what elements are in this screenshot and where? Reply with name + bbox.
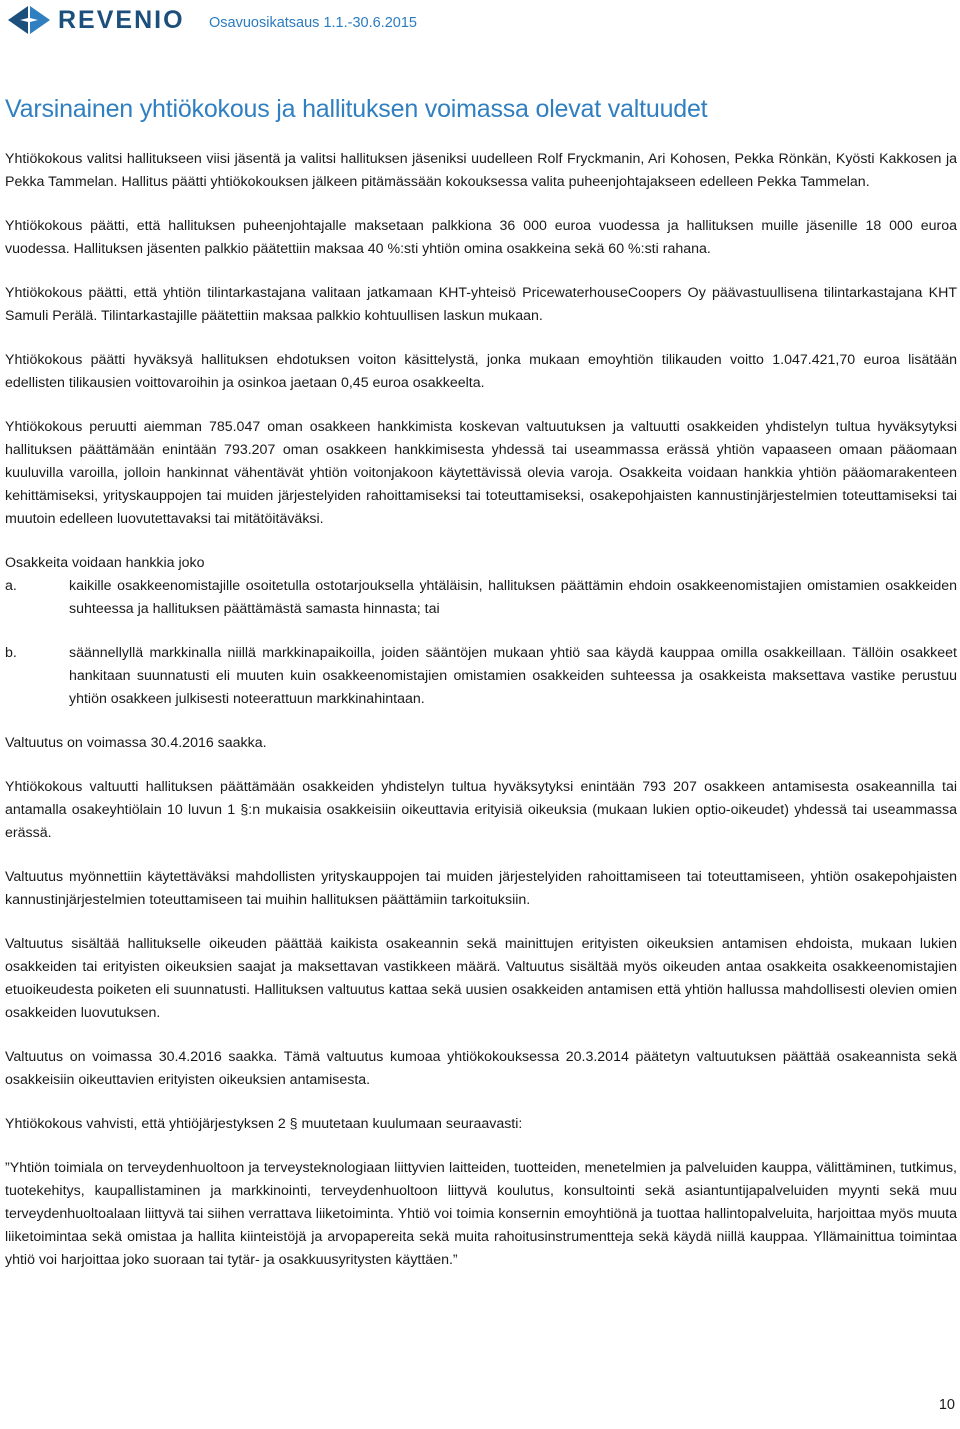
paragraph-share-issue: Yhtiökokous valtuutti hallituksen päättämään osakkeiden yhdistelyn tultua hyväksytyksi enintään 793 207 osakkeen antamisesta osakeannilla tai antamalla osakeyhtiölain 10 luvun 1 §:n mukaisia osakkeisiin oikeuttavia erityisiä oikeuksia (mukaan lukien optio-oikeudet) yhdessä tai useammassa erässä. (5, 779, 957, 841)
list-marker: a. (5, 578, 17, 594)
paragraph-board-remuneration: Yhtiökokous päätti, että hallituksen puheenjohtajalle maksetaan palkkiona 36 000 euroa vuodessa ja hallituksen muille jäsenille 18 000 euroa vuodessa. Hallituksen jäsenten palkkio päätettiin maksaa 40 %:sti yhtiön omina osakkeina sekä 60 %:sti rahana. (5, 218, 957, 257)
list-text: säännellyllä markkinalla niillä markkinapaikoilla, joiden sääntöjen mukaan yhtiö saa käydä kauppaa omilla osakkeillaan. Tällöin osakkeet hankitaan suunnatusti eli muuten kuin osakkeenomistajien omistamien osakkeiden suhteessa ja osakkeista maksettava vastike perustuu yhtiön osakkeen julkisesti noteerattuun markkinahintaan. (69, 645, 957, 707)
paragraph-issue-terms: Valtuutus sisältää hallitukselle oikeuden päättää kaikista osakeannin sekä mainittujen erityisten oikeuksien antamisen ehdoista, mukaan lukien osakkeiden tai erityisten oikeuksien saajat ja maksettavan vastikkeen määrä. Valtuutus sisältää myös oikeuden antaa osakkeita osakkeenomistajien etuoikeudesta poiketen eli suunnatusti. Hallituksen valtuutus kattaa sekä uusien osakkeiden antamisen että yhtiön hallussa mahdollisesti olevien omien osakkeiden luovutuksen. (5, 936, 957, 1021)
paragraph-articles-amendment: Yhtiökokous vahvisti, että yhtiöjärjestyksen 2 § muutetaan kuulumaan seuraavasti: (5, 1116, 523, 1132)
quoted-article: ”Yhtiön toimiala on terveydenhuoltoon ja terveysteknologiaan liittyvien laitteiden, tuotteiden, menetelmien ja palveluiden kauppa, välittäminen, tutkimus, tuotekehitys, kaupallistaminen ja markkinointi, terveydenhuoltoon liittyvä koulutus, konsultointi sekä asiantuntijapalveluiden myynti sekä muu terveydenhuoltoalaan liittyvä tai siihen verrattava liiketoiminta. Yhtiö voi toimia konsernin emoyhtiönä ja tuottaa hallintopalveluita, harjoittaa myös muuta liiketoimintaa sekä omistaa ja hallita kiinteistöjä ja arvopapereita sekä muita rahoitusinstrumentteja sekä käydä niillä kauppaa. Yllämainittua toimintaa yhtiö voi harjoittaa joko suoraan tai tytär- ja osakkuusyritysten käyttäen.” (5, 1160, 957, 1268)
list-item (5, 642, 957, 711)
page-number: 10 (938, 1397, 955, 1413)
revenio-logo-icon (6, 4, 52, 36)
paragraph-share-buyback: Yhtiökokous peruutti aiemman 785.047 oman osakkeen hankkimista koskevan valtuutuksen ja valtuutti osakkeiden yhdistelyn tultua hyväksytyksi hallituksen päättämään enintään 793.207 oman osakkeen hankkimisesta yhdessä tai useammassa erässä yhtiön vapaaseen omaan pääomaan kuuluvilla varoilla, jolloin hankinnat vähentävät yhtiön voitonjakoon käytettävissä olevia varoja. Osakkeita voidaan hankkia yhtiön pääomarakenteen kehittämiseksi, yrityskauppojen tai muiden järjestelyiden rahoittamiseksi tai toteuttamiseksi, osakepohjaisten kannustinjärjestelmien toteuttamiseksi tai muutoin edelleen luovutettavaksi tai mitätöitäväksi. (5, 419, 957, 527)
document-title: Osavuosikatsaus 1.1.-30.6.2015 (209, 15, 417, 31)
paragraph-validity: Valtuutus on voimassa 30.4.2016 saakka. (5, 735, 267, 751)
list-item (5, 575, 957, 621)
logo-wordmark: REVENIO (58, 6, 185, 34)
page-heading: Varsinainen yhtiökokous ja hallituksen voimassa olevat valtuudet (5, 95, 708, 123)
list-marker: b. (5, 645, 17, 661)
paragraph-board-election: Yhtiökokous valitsi hallitukseen viisi jäsentä ja valitsi hallituksen jäseniksi uudelleen Rolf Fryckmanin, Ari Kohosen, Pekka Rönkän, Kyösti Kakkosen ja Pekka Tammelan. Hallitus päätti yhtiökokouksen jälkeen pitämässään kokouksessa valita puheenjohtajakseen edelleen Pekka Tammelan. (5, 151, 957, 190)
paragraph-issue-purpose: Valtuutus myönnettiin käytettäväksi mahdollisten yrityskauppojen tai muiden järjestelyiden rahoittamiseen tai toteuttamiseen, yhtiön osakepohjaisten kannustinjärjestelmien toteuttamiseen tai muihin hallituksen päättämiin tarkoituksiin. (5, 869, 957, 908)
paragraph-profit-distribution: Yhtiökokous päätti hyväksyä hallituksen ehdotuksen voiton käsittelystä, jonka mukaan emoyhtiön tilikauden voitto 1.047.421,70 euroa lisätään edellisten tilikausien voittovaroihin ja osinkoa jaetaan 0,45 euroa osakkeelta. (5, 352, 957, 391)
paragraph-buyback-intro: Osakkeita voidaan hankkia joko (5, 555, 205, 571)
paragraph-issue-validity: Valtuutus on voimassa 30.4.2016 saakka. Tämä valtuutus kumoaa yhtiökokouksessa 20.3.2014 päätetyn valtuutuksen päättää osakeannista sekä osakkeisiin oikeuttavien erityisten oikeuksien antamisesta. (5, 1049, 957, 1088)
document-body (5, 148, 957, 1272)
page-header (0, 0, 960, 46)
list-text: kaikille osakkeenomistajille osoitetulla ostotarjouksella yhtäläisin, hallituksen päättämin ehdoin osakkeenomistajien omistamien osakkeiden suhteessa ja hallituksen päättämästä samasta hinnasta; tai (69, 578, 957, 617)
paragraph-auditor: Yhtiökokous päätti, että yhtiön tilintarkastajana valitaan jatkamaan KHT-yhteisö PricewaterhouseCoopers Oy päävastuullisena tilintarkastajana KHT Samuli Perälä. Tilintarkastajille päätettiin maksaa palkkio kohtuullisen laskun mukaan. (5, 285, 957, 324)
